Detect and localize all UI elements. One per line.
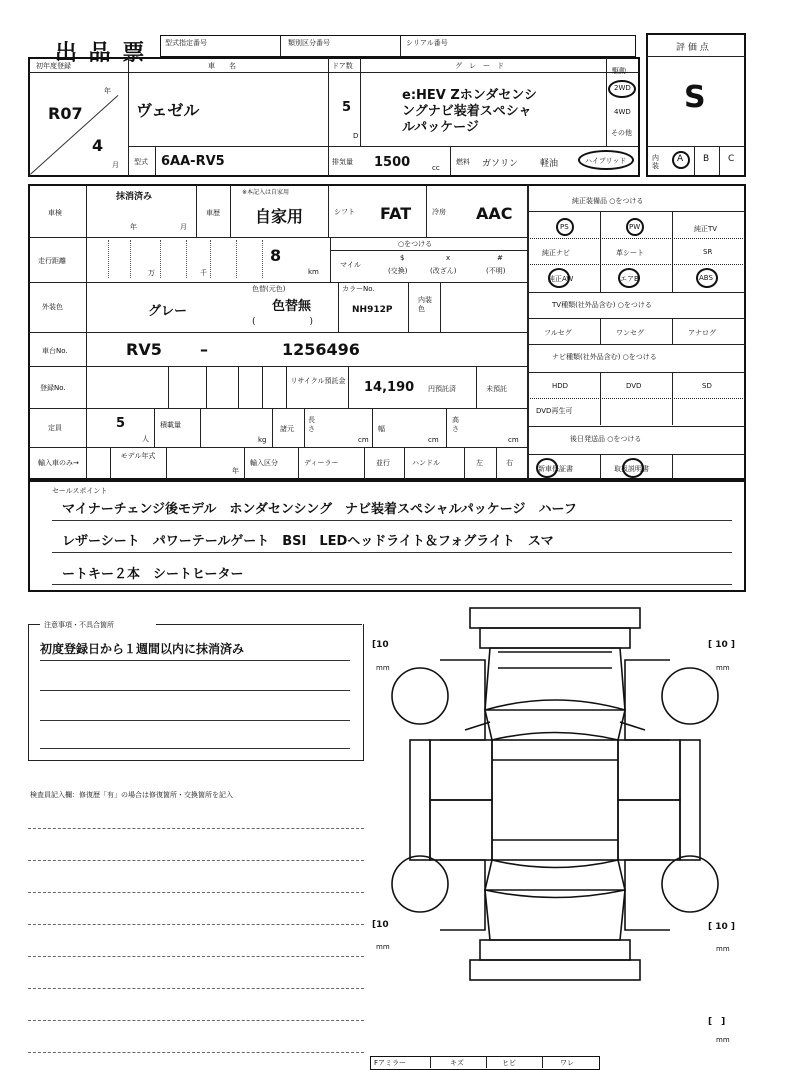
wheel-rear-left — [392, 856, 448, 912]
reg-month: 4 — [92, 136, 104, 155]
grade-line-3: ルパッケージ — [402, 120, 479, 135]
car-diagram — [380, 600, 730, 1060]
equip-aw: 純正AW — [548, 275, 574, 283]
displacement: 1500 — [374, 155, 411, 170]
capacity: 5 — [116, 416, 126, 431]
drive-4wd: 4WD — [614, 108, 631, 116]
tv-full: フルセグ — [544, 329, 572, 337]
chassis-no: 1256496 — [282, 340, 360, 359]
page-title: 出 品 票 — [55, 41, 147, 66]
equip-abs: ABS — [699, 274, 713, 282]
color-no-label: カラーNo. — [342, 285, 375, 293]
docs-warranty: 新車保証書 — [538, 465, 573, 473]
inspect-value: 抹消済み — [116, 192, 153, 202]
navi-sd: SD — [702, 382, 712, 390]
header-id-box — [160, 35, 636, 57]
eval-label: 評 価 点 — [676, 43, 709, 53]
history-label: 車歴 — [206, 209, 220, 217]
car-name: ヴェゼル — [136, 101, 200, 120]
import-label: 輸入車のみ→ — [38, 459, 79, 467]
history-value: 自家用 — [255, 207, 304, 226]
history-note: ※本記入は自家用 — [242, 189, 290, 196]
footer-scratch: キズ — [450, 1059, 464, 1067]
type-value: 6AA-RV5 — [161, 154, 225, 169]
right-rear-door — [618, 800, 680, 860]
recycle-label: リサイクル預託金 — [290, 377, 346, 385]
regno-label: 登録No. — [40, 384, 66, 392]
width-label: 幅 — [378, 425, 385, 433]
tv-one: ワンセグ — [616, 329, 644, 337]
left-front-fender — [440, 660, 485, 740]
shift-label: シフト — [334, 208, 355, 216]
import-dealer: ディーラー — [304, 459, 339, 467]
drive-other: その他 — [611, 129, 632, 137]
mile-label: マイル — [340, 261, 361, 269]
model-year-label: モデル年式 — [120, 452, 156, 460]
color-value: グレー — [148, 304, 188, 319]
navi-title: ナビ種類(社外品含む) ○をつける — [552, 353, 657, 361]
handle-right: 右 — [506, 459, 513, 467]
door-label: ドア数 — [332, 62, 353, 70]
equip-airbag: エアB — [620, 275, 639, 283]
equip-navi: 純正ナビ — [542, 249, 570, 257]
windshield — [485, 700, 625, 740]
fuel-gas: ガソリン — [482, 159, 519, 169]
check-label: ○をつける — [398, 240, 433, 248]
equip-pw: PW — [629, 223, 641, 231]
tire-rl-value: [10 — [372, 920, 389, 930]
shift-value: FAT — [380, 204, 412, 223]
left-rear-door — [430, 800, 492, 860]
height-label: 高さ — [452, 416, 459, 433]
fuel-hybrid: ハイブリッド — [585, 157, 627, 165]
drive-label: 駆動 — [612, 67, 626, 75]
drive-2wd: 2WD — [614, 84, 631, 92]
wheel-rear-right — [662, 856, 718, 912]
handle-label: ハンドル — [412, 459, 440, 467]
ac-value: AAC — [476, 204, 513, 223]
sales-line-1: マイナーチェンジ後モデル ホンダセンシング ナビ装着スペシャルパッケージ ハーフ — [62, 502, 577, 517]
mileage-label: 走行距離 — [38, 257, 66, 265]
left-quarter — [440, 860, 485, 930]
mileage-value: 8 — [270, 246, 282, 265]
rear-window — [485, 860, 625, 898]
footer-mirror: Fアミラー — [374, 1059, 407, 1067]
tire-spare-value: [ ] — [708, 1017, 726, 1027]
model-label: 型式指定番号 — [165, 39, 207, 47]
import-type-label: 輸入区分 — [250, 459, 278, 467]
equip-sr: SR — [703, 248, 713, 256]
tire-fr-value: [ 10 ] — [708, 640, 736, 650]
rear-bumper — [480, 940, 630, 960]
footer-crack: ヒビ — [502, 1059, 516, 1067]
tv-title: TV種類(社外品含む) ○をつける — [552, 301, 652, 309]
chassis-label: 車台No. — [42, 347, 68, 355]
recycle-paid: 円預託済 — [428, 385, 456, 393]
import-parallel: 並行 — [376, 459, 390, 467]
notes-text: 初度登録日から１週間以内に抹消済み — [40, 642, 245, 656]
grade-line-1: e:HEV Zホンダセンシ — [402, 88, 537, 103]
equip-leather: 革シート — [616, 249, 644, 257]
recycle-unpaid: 未預託 — [486, 385, 507, 393]
equip-title: 純正装備品 ○をつける — [572, 197, 644, 205]
reg-year-label: 初年度登録 — [36, 62, 71, 70]
unknown-label: (不明) — [486, 267, 506, 275]
front-bumper — [470, 608, 640, 628]
color-label: 外装色 — [42, 303, 63, 311]
name-label: 車 名 — [208, 62, 236, 70]
interior-a: A — [677, 154, 684, 164]
sales-line-2: レザーシート パワーテールゲート BSI LEDヘッドライト＆フォグライト スマ — [62, 534, 554, 549]
load-label: 積載量 — [160, 421, 181, 429]
interior-color-label: 内装色 — [418, 296, 432, 313]
interior-c: C — [728, 154, 735, 164]
disp-label: 排気量 — [332, 158, 353, 166]
type-label: 型式 — [134, 158, 148, 166]
left-front-door — [430, 740, 492, 800]
interior-label: 内装 — [652, 154, 659, 170]
grade-label: グ レ ー ド — [455, 62, 504, 70]
serial-label: シリアル番号 — [406, 39, 448, 47]
chassis-prefix: RV5 — [126, 340, 162, 359]
wheel-front-left — [392, 668, 448, 724]
inspect-label: 車検 — [48, 209, 62, 217]
footer-break: ワレ — [560, 1059, 574, 1067]
roof — [492, 740, 618, 860]
tire-fl-value: [10 — [372, 640, 389, 650]
color-no: NH912P — [352, 305, 393, 315]
swap-label: (交換) — [388, 267, 408, 275]
tire-rr-value: [ 10 ] — [708, 922, 736, 932]
right-quarter — [625, 860, 670, 930]
dims-label: 諸元 — [280, 425, 294, 433]
equip-ps: PS — [560, 223, 569, 231]
reg-year: R07 — [48, 104, 83, 123]
doors: 5 — [342, 100, 352, 115]
color-change-label: 色替(元色) — [252, 285, 286, 293]
sales-line-3: ートキー２本 シートヒーター — [62, 567, 244, 582]
equip-tv: 純正TV — [694, 225, 718, 233]
docs-manual: 取扱説明書 — [614, 465, 649, 473]
tv-analog: アナログ — [688, 329, 716, 337]
right-front-fender — [625, 660, 670, 740]
fuel-label: 燃料 — [456, 158, 470, 166]
right-front-door — [618, 740, 680, 800]
grade-line-2: ングナビ装着スペシャ — [402, 104, 532, 119]
dvd-label: DVD再生可 — [536, 407, 573, 415]
inspector-label: 検査員記入欄：修復歴「有」の場合は修復箇所・交換箇所を記入 — [30, 791, 233, 799]
navi-hdd: HDD — [552, 382, 569, 390]
length-label: 長さ — [308, 416, 315, 433]
fuel-diesel: 軽油 — [540, 159, 559, 169]
alter-label: (改ざん) — [430, 267, 457, 275]
recycle-value: 14,190 — [364, 380, 415, 395]
color-change-value: 色替無 — [272, 299, 312, 314]
class-label: 類別区分番号 — [288, 39, 330, 47]
navi-dvd: DVD — [626, 382, 642, 390]
eval-score: S — [684, 80, 706, 115]
notes-label: 注意事項・不具合箇所 — [44, 621, 114, 629]
wheel-front-right — [662, 668, 718, 724]
handle-left: 左 — [476, 459, 483, 467]
interior-b: B — [703, 154, 710, 164]
capacity-label: 定員 — [48, 424, 62, 432]
ac-label: 冷房 — [432, 208, 446, 216]
docs-title: 後日発送品 ○をつける — [570, 435, 642, 443]
sales-label: セールスポイント — [52, 487, 108, 495]
